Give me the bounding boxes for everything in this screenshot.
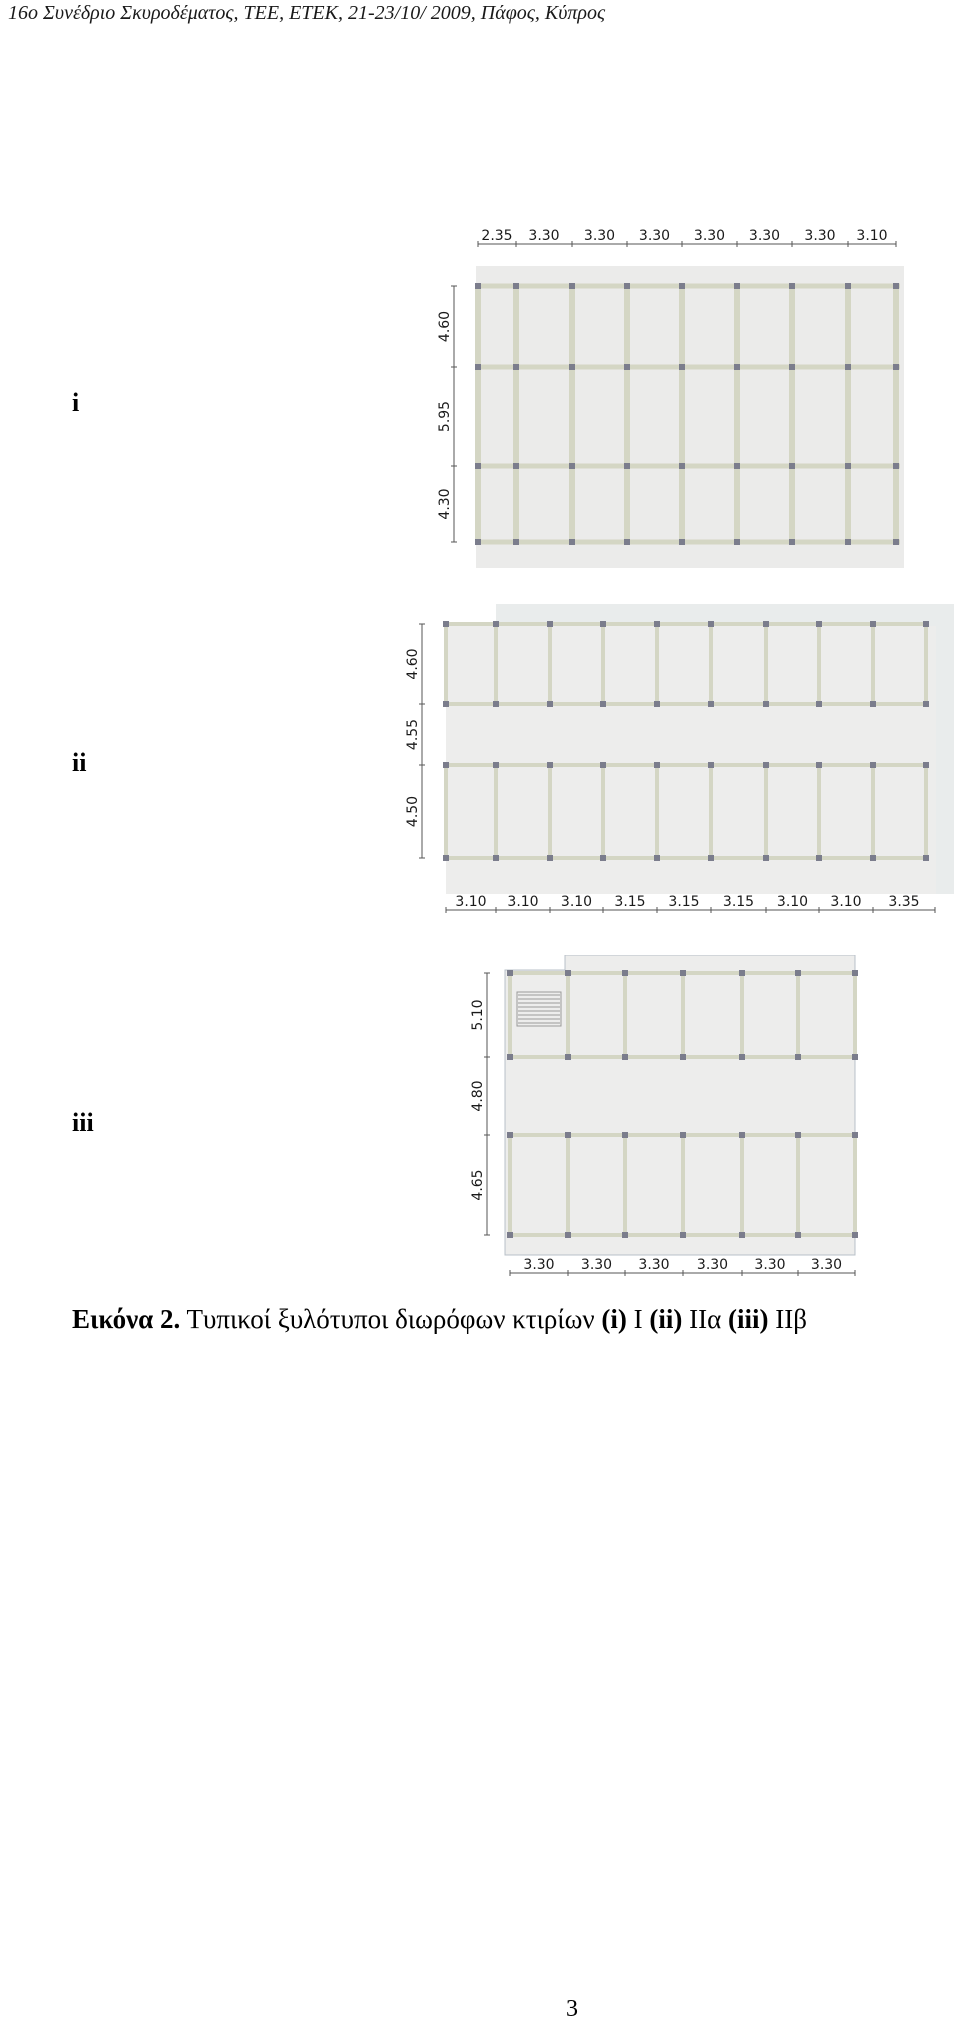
dimension-label: 4.30 <box>437 488 453 520</box>
column <box>624 364 630 370</box>
column <box>475 283 481 289</box>
column <box>443 621 449 627</box>
dimension-label: 4.60 <box>437 310 453 343</box>
dimension-label: 3.30 <box>638 228 671 244</box>
column <box>622 1232 628 1238</box>
dimension-label: 3.10 <box>776 894 809 910</box>
column <box>708 701 714 707</box>
column <box>569 539 575 545</box>
column <box>852 970 858 976</box>
dimension-label: 3.10 <box>856 228 888 244</box>
column <box>600 762 606 768</box>
column <box>565 1232 571 1238</box>
column <box>493 621 499 627</box>
column <box>870 701 876 707</box>
dimension-label: 4.65 <box>470 1169 486 1201</box>
dimension-label: 3.30 <box>748 228 781 244</box>
column <box>654 621 660 627</box>
slab-area <box>476 266 904 568</box>
dimension-label: 3.30 <box>810 1257 843 1273</box>
column <box>569 364 575 370</box>
column <box>443 855 449 861</box>
column <box>493 701 499 707</box>
caption-type-iii: ΙΙβ <box>768 1304 807 1334</box>
column <box>600 621 606 627</box>
column <box>870 855 876 861</box>
column <box>513 463 519 469</box>
column <box>443 762 449 768</box>
column <box>708 762 714 768</box>
column <box>624 463 630 469</box>
column <box>845 539 851 545</box>
column <box>600 701 606 707</box>
column <box>708 855 714 861</box>
column <box>600 855 606 861</box>
column <box>513 283 519 289</box>
column <box>513 539 519 545</box>
caption-figure-number: Εικόνα 2. <box>72 1304 181 1334</box>
dimension-label: 3.30 <box>583 228 616 244</box>
column <box>569 283 575 289</box>
column <box>547 855 553 861</box>
column <box>565 1054 571 1060</box>
column <box>680 1232 686 1238</box>
column <box>475 364 481 370</box>
dimension-label: 3.30 <box>696 1257 729 1273</box>
column <box>679 364 685 370</box>
floor-plan-ii <box>400 600 960 930</box>
column <box>789 463 795 469</box>
plan-label-iii: iii <box>72 1108 94 1137</box>
column <box>893 463 899 469</box>
column <box>547 762 553 768</box>
column <box>923 855 929 861</box>
column <box>923 762 929 768</box>
dimension-label: 5.10 <box>470 999 486 1031</box>
slab-area <box>505 955 855 1255</box>
column <box>763 855 769 861</box>
column <box>475 463 481 469</box>
dimension-label: 3.10 <box>507 894 539 910</box>
column <box>680 1054 686 1060</box>
dimension-label: 4.50 <box>405 795 421 828</box>
column <box>845 463 851 469</box>
column <box>845 283 851 289</box>
column <box>789 364 795 370</box>
dimension-label: 4.80 <box>470 1080 486 1112</box>
dimension-label: 4.60 <box>405 648 421 680</box>
dimension-label: 3.30 <box>638 1257 670 1273</box>
column <box>507 1232 513 1238</box>
dimension-label: 3.30 <box>754 1257 786 1273</box>
column <box>654 855 660 861</box>
column <box>622 970 628 976</box>
column <box>734 463 740 469</box>
caption-type-i: Ι <box>626 1304 650 1334</box>
column <box>734 364 740 370</box>
column <box>507 1132 513 1138</box>
slab-area-inner <box>446 626 936 894</box>
page-header: 16ο Συνέδριο Σκυροδέματος, ΤΕΕ, ΕΤΕΚ, 21-23/10/ 2009, Πάφος, Κύπρος <box>8 2 606 24</box>
dimension-label: 3.10 <box>455 894 487 910</box>
column <box>443 701 449 707</box>
column <box>654 762 660 768</box>
column <box>622 1132 628 1138</box>
column <box>795 970 801 976</box>
column <box>493 762 499 768</box>
column <box>680 1132 686 1138</box>
dimension-label: 3.30 <box>523 1257 555 1273</box>
column <box>513 364 519 370</box>
column <box>923 621 929 627</box>
column <box>795 1132 801 1138</box>
column <box>475 539 481 545</box>
column <box>789 283 795 289</box>
column <box>569 463 575 469</box>
caption-type-ii: ΙΙα <box>682 1304 728 1334</box>
column <box>679 539 685 545</box>
column <box>893 539 899 545</box>
dimension-label: 3.15 <box>614 894 646 910</box>
column <box>816 621 822 627</box>
column <box>816 762 822 768</box>
dimension-label: 3.15 <box>722 894 755 910</box>
column <box>763 621 769 627</box>
column <box>624 283 630 289</box>
column <box>547 701 553 707</box>
column <box>493 855 499 861</box>
column <box>789 539 795 545</box>
column <box>739 1054 745 1060</box>
column <box>739 1132 745 1138</box>
column <box>547 621 553 627</box>
column <box>708 621 714 627</box>
caption-part-iii: (iii) <box>728 1304 769 1334</box>
page-number: 3 <box>566 1996 578 2022</box>
column <box>680 970 686 976</box>
column <box>739 970 745 976</box>
column <box>923 701 929 707</box>
dimension-label: 2.35 <box>481 228 513 244</box>
dimension-label: 5.95 <box>437 400 453 433</box>
column <box>739 1232 745 1238</box>
dimension-label: 3.30 <box>528 228 560 244</box>
dimension-label: 3.10 <box>560 894 593 910</box>
floor-plan-iii <box>465 955 885 1295</box>
plan-label-i: i <box>72 388 80 417</box>
caption-part-ii: (ii) <box>649 1304 683 1334</box>
column <box>870 762 876 768</box>
column <box>624 539 630 545</box>
column <box>507 1054 513 1060</box>
column <box>763 701 769 707</box>
column <box>734 283 740 289</box>
column <box>852 1232 858 1238</box>
floor-plan-i <box>430 220 910 580</box>
dimension-label: 3.30 <box>580 1257 613 1273</box>
figure-caption <box>72 1304 807 1335</box>
dimension-label: 4.55 <box>405 718 421 751</box>
dimension-label: 3.15 <box>668 894 700 910</box>
caption-text: Τυπικοί ξυλότυποι διωρόφων κτιρίων <box>180 1304 602 1334</box>
column <box>679 283 685 289</box>
column <box>816 701 822 707</box>
column <box>565 970 571 976</box>
dimension-label: 3.30 <box>693 228 726 244</box>
caption-part-i: (i) <box>601 1304 627 1334</box>
column <box>795 1054 801 1060</box>
column <box>679 463 685 469</box>
column <box>852 1132 858 1138</box>
column <box>654 701 660 707</box>
column <box>734 539 740 545</box>
column <box>622 1054 628 1060</box>
column <box>893 283 899 289</box>
column <box>845 364 851 370</box>
column <box>893 364 899 370</box>
column <box>816 855 822 861</box>
dimension-label: 3.35 <box>888 894 920 910</box>
column <box>507 970 513 976</box>
plan-label-ii: ii <box>72 748 87 777</box>
dimension-label: 3.30 <box>804 228 836 244</box>
column <box>870 621 876 627</box>
dimension-label: 3.10 <box>830 894 862 910</box>
column <box>852 1054 858 1060</box>
column <box>565 1132 571 1138</box>
column <box>763 762 769 768</box>
column <box>795 1232 801 1238</box>
